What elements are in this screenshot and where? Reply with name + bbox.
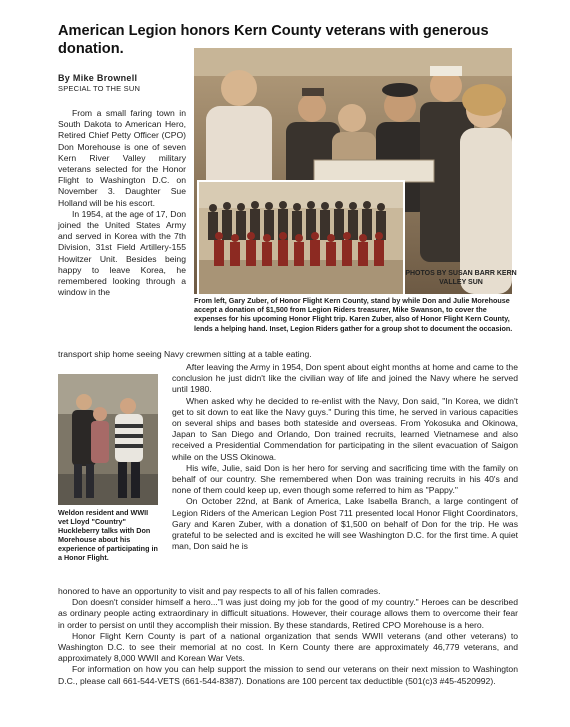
main-photo-caption: From left, Gary Zuber, of Honor Flight Kern County, stand by while Don and Julie Morehouse accept a donation of $1,500 from Legion Riders treasurer, Mike Swanson, to cover the expenses for his upcoming Honor Flight trip. Karen Zuber, also of Honor Flight Kern County, lends a helping hand. Inset, Legion Riders gather for a group shot to document the occasion. xyxy=(194,296,513,333)
left-photo-caption: Weldon resident and WWII vet Lloyd "Country" Huckleberry talks with Don Morehouse about his experience of participating in a Honor Flight. xyxy=(58,508,158,562)
bottom-column xyxy=(58,586,518,687)
paragraph: For information on how you can help support the mission to send our veterans on their next mission to Washington D.C., please call 661-544-VETS (661-544-8387). Donations are 100 percent tax deductible (501(c)3 #45-4520992). xyxy=(58,664,518,686)
byline: By Mike Brownell xyxy=(58,73,138,83)
paragraph: After leaving the Army in 1954, Don spent about eight months at home and came to the conclusion he just didn't like the civilian way of life and joined the Navy where he served until 1980. xyxy=(172,362,518,395)
paragraph: honored to have an opportunity to visit and pay respects to all of his fallen comrades. xyxy=(58,586,381,596)
headline: American Legion honors Kern County veterans with generous donation. xyxy=(58,23,489,57)
inset-group-photo xyxy=(197,180,405,296)
paragraph: In 1954, at the age of 17, Don joined the United States Army and served in Korea with the 7th Division, 31st Field Artillery-155 Howitzer Unit. Besides being happy to leave Korea, he remembered looking through a window in the xyxy=(58,208,186,298)
paragraph: Honor Flight Kern County is part of a national organization that sends WWII veterans (and other veterans) to Washington D.C. to see their memorial at no cost. In Kern County there are approximately 46,779 veterans, and approximately 8,000 WWII and Korean War Vets. xyxy=(58,630,518,664)
left-column xyxy=(58,108,186,298)
paragraph: On October 22nd, at Bank of America, Lake Isabella Branch, a large contingent of Legion Riders of the American Legion Post 711 presented local Honor Flight Coordinators, Gary and Karen Zuber, with a donation of $1,500 on behalf of Don for the trip. He was grateful to be selected and is excited he will see Washington D.C. for the first time. A quiet man, Don said he is xyxy=(172,496,518,552)
right-column xyxy=(172,362,518,552)
photo-credit: PHOTOS BY SUSAN BARR KERN VALLEY SUN xyxy=(405,270,517,286)
paragraph-continuation xyxy=(58,349,518,360)
paragraph: transport ship home seeing Navy crewmen sitting at a table eating. xyxy=(58,349,312,359)
paragraph: When asked why he decided to re-enlist with the Navy, Don said, "In Korea, we didn't get to sit down to eat like the Navy guys." During this time, he served in various capacities on several ships and bases both stateside and overseas. From Yokosuka and Okinowa, Japan to San Diego and Orlando, Don trained recruits, learned Vietnamese and also received a Presidential Commendation for participating in the silent evacuation of Saigon while on the USS Okinowa. xyxy=(172,395,518,462)
left-photo xyxy=(58,374,158,505)
paragraph: His wife, Julie, said Don is her hero for serving and sacrificing time with the family on behalf of our country. She remembered when Don was training recruits in his 40's and none of them could keep up, even though some referred to him as "Pappy." xyxy=(172,462,518,496)
paragraph: Don doesn't consider himself a hero..."I was just doing my job for the good of my country." Heroes can be described as ordinary people acting extraordinary in difficult situations. However, their courage allows them to overcome their fear in order to persist on until they accomplish their mission. By these standards, Retired CPO Morehouse is a hero. xyxy=(58,597,518,630)
byline-organization: SPECIAL TO THE SUN xyxy=(58,84,141,93)
paragraph: From a small faring town in South Dakota to American Hero, Retired Chief Petty Officer (CPO) Don Morehouse is one of seven Kern River Valley military veterans selected for the Honor Flight to Washington D.C. on November 3. Daughter Sue Holland will be his escort. xyxy=(58,108,186,208)
